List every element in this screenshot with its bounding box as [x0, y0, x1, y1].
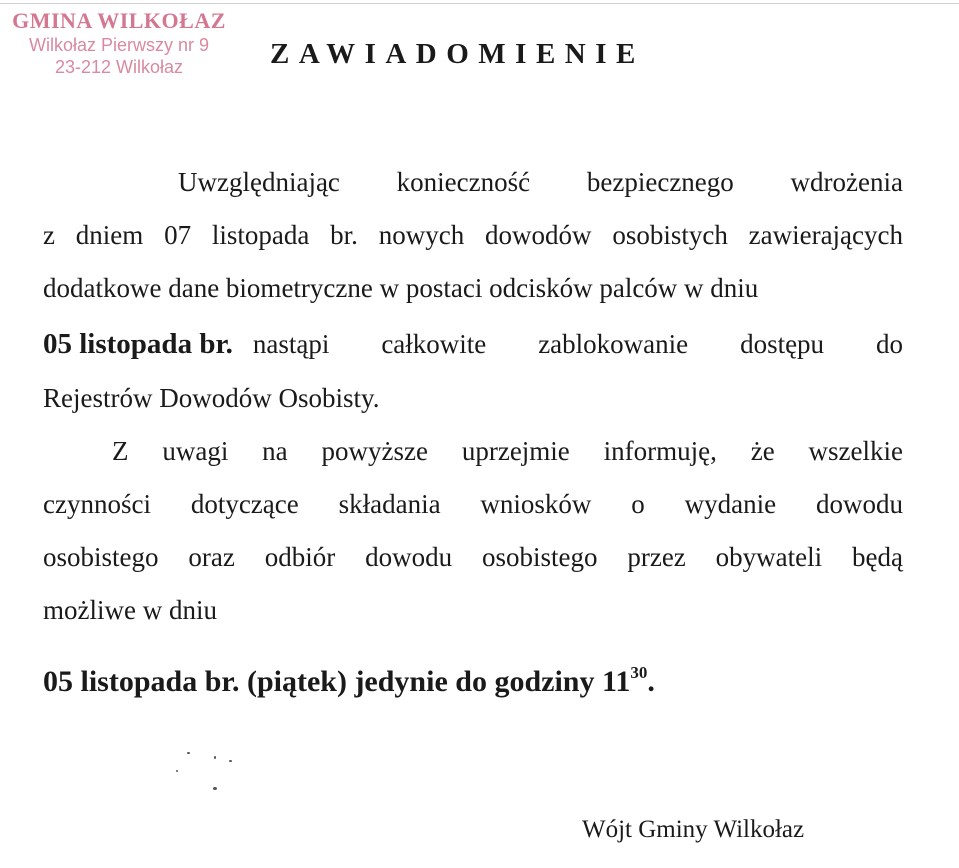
- paragraph-1-line-1: Uwzględniając konieczność bezpiecznego wdrożenia: [178, 167, 903, 197]
- stamp-postcode: 23-212 Wilkołaz: [54, 57, 184, 77]
- scan-speck: [229, 760, 232, 762]
- scan-speck: [214, 756, 216, 759]
- paragraph-1-line-4: [43, 318, 903, 370]
- paragraph-2-line-2: czynności dotyczące składania wniosków o wydanie dowodu: [43, 489, 903, 519]
- paragraph-1-line-3: dodatkowe dane biometryczne w postaci odcisków palców w dniu: [43, 273, 759, 303]
- scan-speck: [187, 752, 190, 754]
- final-notice: [43, 663, 655, 699]
- final-notice-superscript: 30: [630, 663, 648, 682]
- signature-title: Wójt Gminy Wilkołaz: [582, 816, 805, 843]
- final-notice-text: 05 listopada br. (piątek) jedynie do godziny 11: [43, 665, 631, 698]
- date-bold: 05 listopada br.: [43, 328, 233, 360]
- stamp-name: GMINA WILKOŁAZ: [12, 8, 226, 33]
- top-border: [0, 3, 959, 4]
- final-notice-end: .: [647, 665, 655, 698]
- paragraph-1-line-2: z dniem 07 listopada br. nowych dowodów osobistych zawierających: [43, 220, 903, 250]
- paragraph-2-line-3: osobistego oraz odbiór dowodu osobistego przez obywateli będą: [43, 542, 903, 572]
- paragraph-2-line-4: możliwe w dniu: [43, 595, 217, 625]
- stamp-address: Wilkołaz Pierwszy nr 9: [28, 35, 210, 55]
- paragraph-1-line-4-rest: nastąpi całkowite zablokowanie dostępu do: [252, 329, 903, 359]
- paragraph-1-line-5: Rejestrów Dowodów Osobisty.: [43, 383, 380, 413]
- document-title: ZAWIADOMIENIE: [270, 38, 645, 70]
- paragraph-2-line-1: Z uwagi na powyższe uprzejmie informuję, że wszelkie: [112, 436, 903, 466]
- scan-speck: [176, 770, 178, 772]
- municipal-stamp: [8, 8, 230, 78]
- scan-speck: [213, 787, 217, 790]
